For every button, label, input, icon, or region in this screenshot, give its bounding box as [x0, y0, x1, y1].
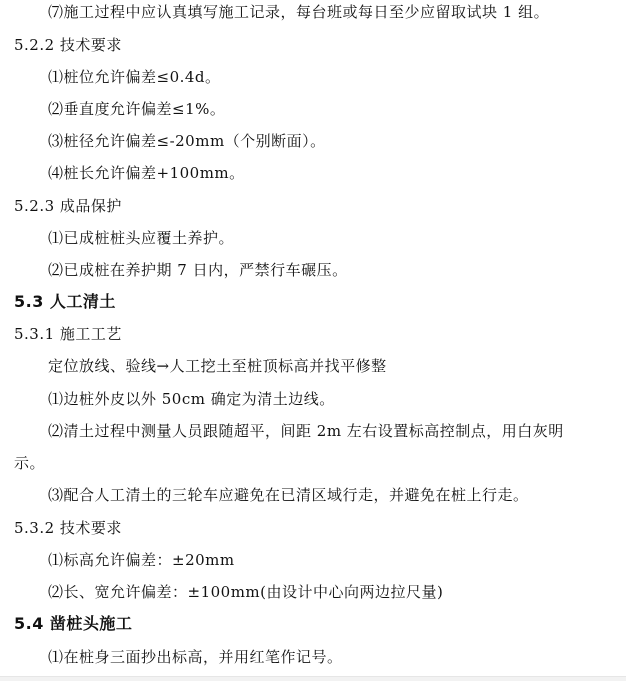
list-item-pile-length: ⑷桩长允许偏差+100mm。: [48, 164, 245, 182]
subsection-heading-5-2-3: 5.2.3 成品保护: [14, 197, 122, 215]
list-item-surveying: ⑵清土过程中测量人员跟随超平，间距 2m 左右设置标高控制点，用白灰明: [48, 422, 564, 440]
paragraph-item-7-records: ⑺施工过程中应认真填写施工记录，每台班或每日至少应留取试块 1 组。: [48, 3, 550, 21]
list-item-elevation-tolerance: ⑴标高允许偏差：±20mm: [48, 551, 235, 569]
subsection-heading-5-3-1: 5.3.1 施工工艺: [14, 325, 122, 343]
list-item-surveying-continued: 示。: [14, 454, 46, 472]
process-flow-line: 定位放线、验线→人工挖土至桩顶标高并找平修整: [48, 357, 387, 375]
list-item-tricycle: ⑶配合人工清土的三轮车应避免在已清区域行走，并避免在桩上行走。: [48, 486, 529, 504]
list-item-mark-elevation: ⑴在桩身三面抄出标高，并用红笔作记号。: [48, 648, 343, 666]
list-item-no-vehicles: ⑵已成桩在养护期 7 日内，严禁行车碾压。: [48, 261, 348, 279]
list-item-pile-position: ⑴桩位允许偏差≤0.4d。: [48, 68, 221, 86]
list-item-verticality: ⑵垂直度允许偏差≤1%。: [48, 100, 226, 118]
section-heading-5-3: 5.3 人工清土: [14, 292, 116, 311]
list-item-length-width-tolerance: ⑵长、宽允许偏差：±100mm(由设计中心向两边拉尺量): [48, 583, 444, 601]
list-item-clearing-boundary: ⑴边桩外皮以外 50cm 确定为清土边线。: [48, 390, 335, 408]
list-item-cover-soil: ⑴已成桩桩头应覆土养护。: [48, 229, 235, 247]
page-bottom-edge: [0, 676, 626, 681]
subsection-heading-5-2-2: 5.2.2 技术要求: [14, 36, 122, 54]
subsection-heading-5-3-2: 5.3.2 技术要求: [14, 519, 122, 537]
section-heading-5-4: 5.4 凿桩头施工: [14, 614, 133, 633]
list-item-pile-diameter: ⑶桩径允许偏差≤-20mm（个别断面）。: [48, 132, 326, 150]
